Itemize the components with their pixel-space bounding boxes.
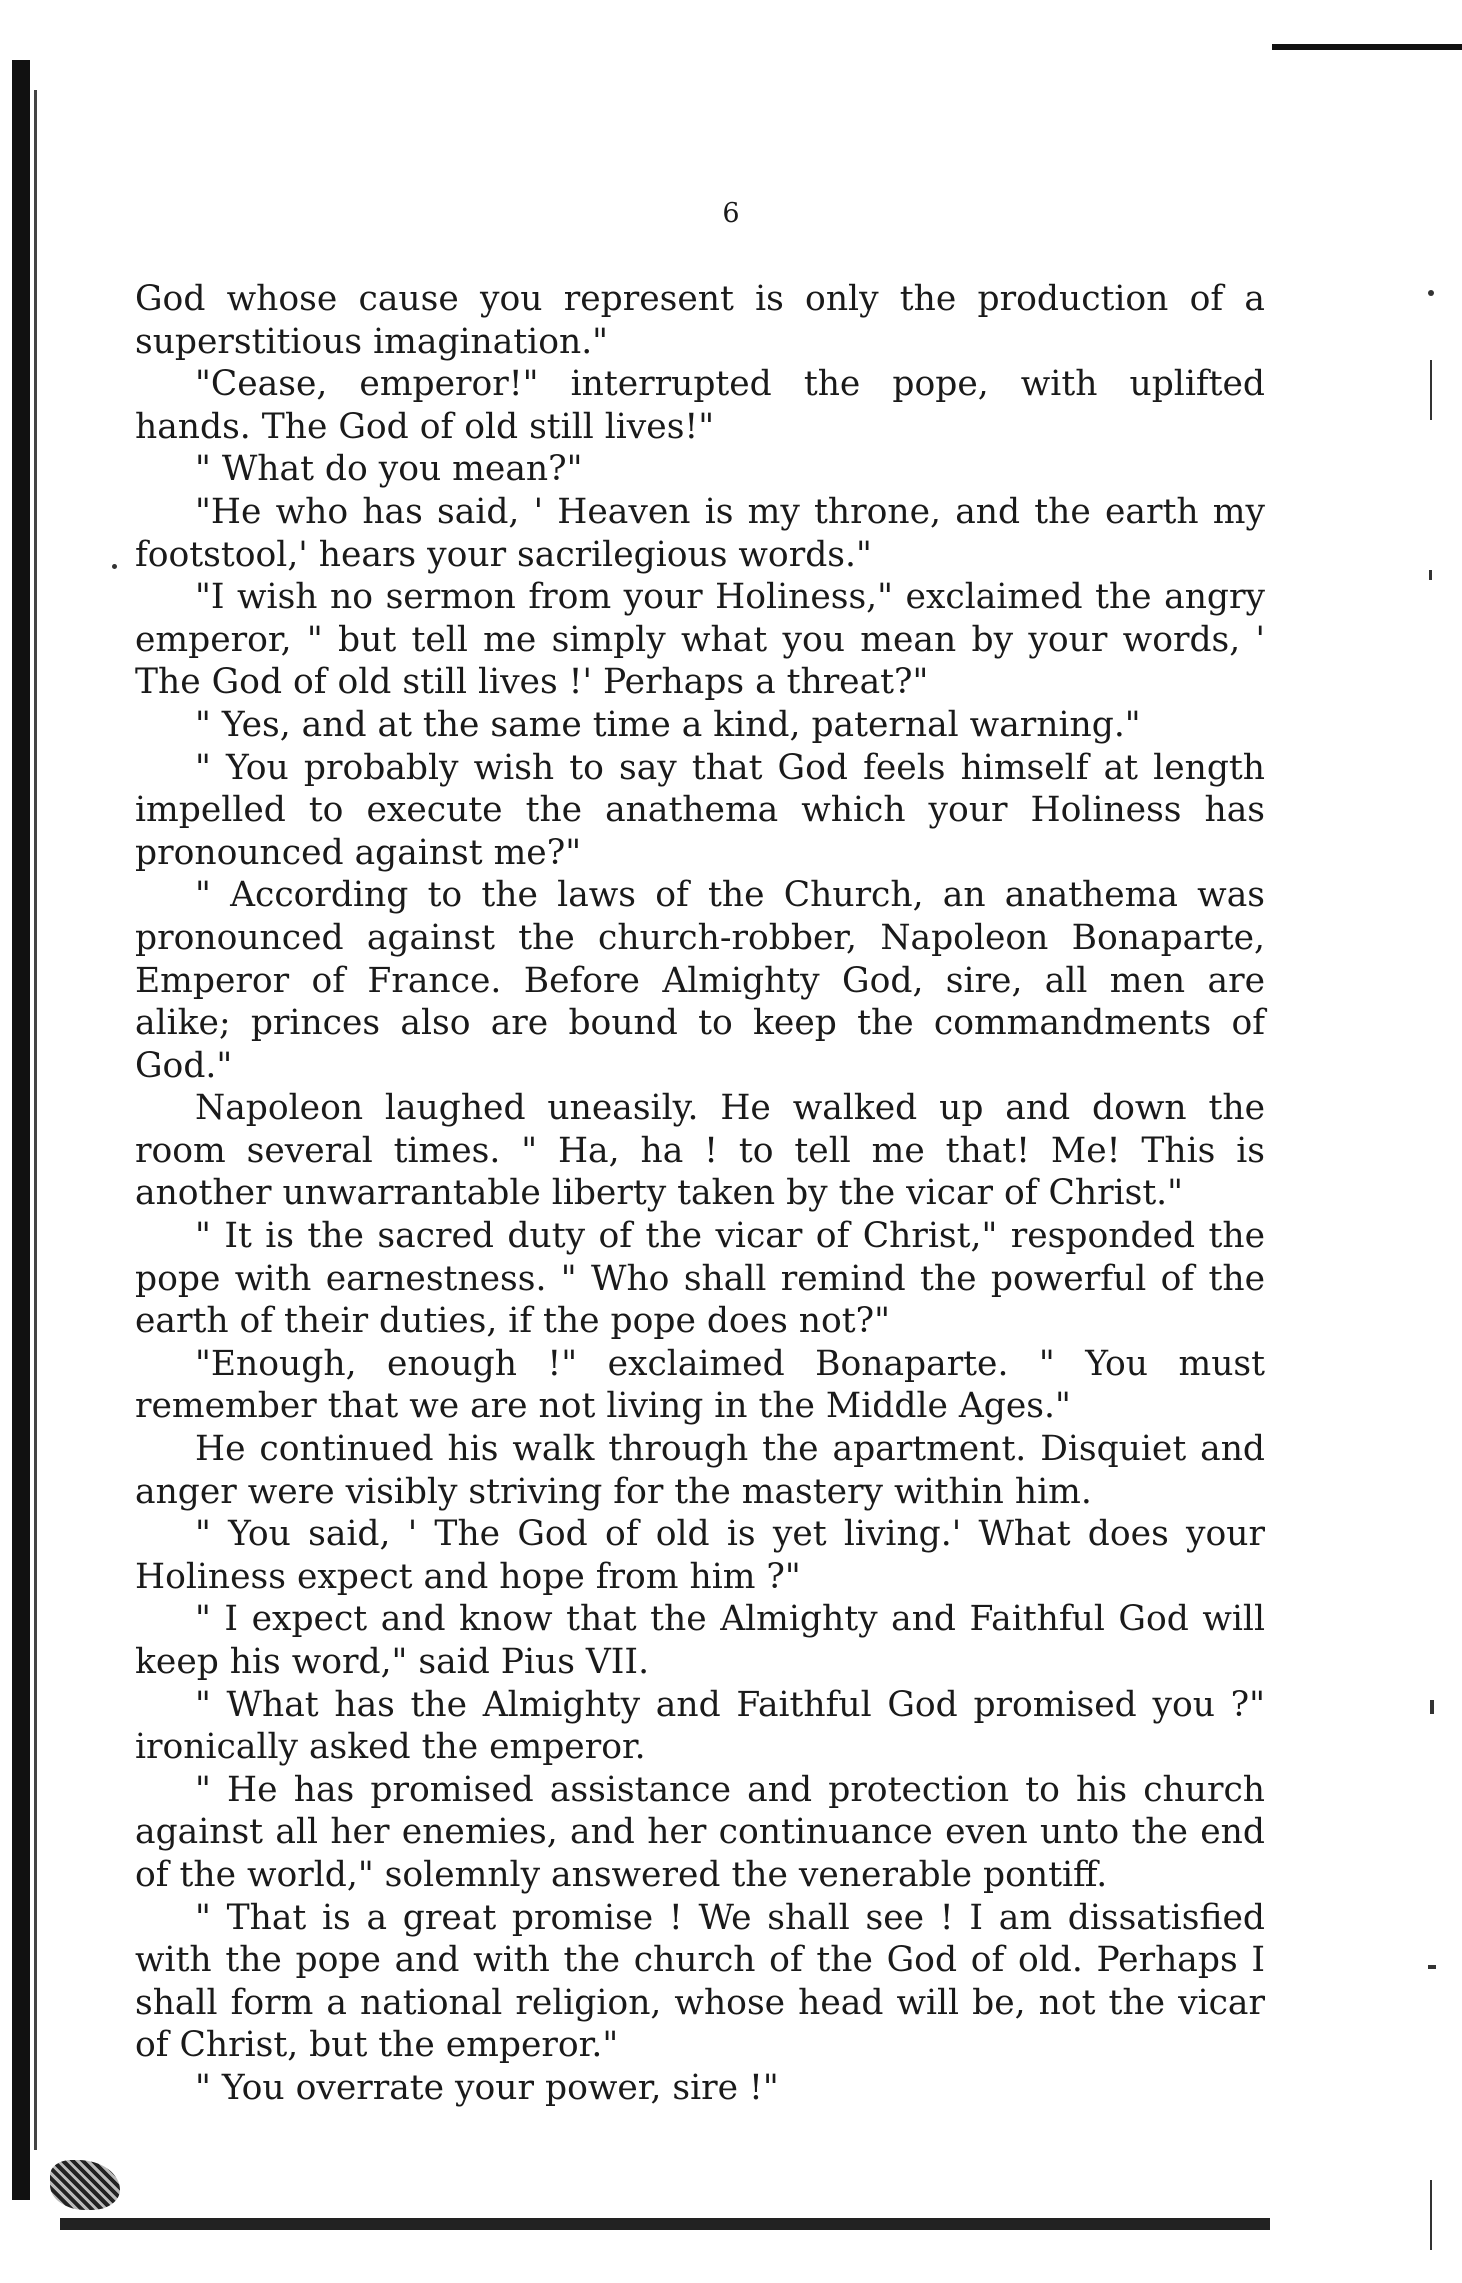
- paragraph: " Yes, and at the same time a kind, paternal warning.": [195, 704, 1141, 745]
- paragraph: "Enough, enough !" exclaimed Bonaparte. " You must remember that we are not living in the Middle Ages.": [135, 1343, 1265, 1427]
- bottom-edge-rule: [60, 2218, 1270, 2230]
- paragraph: " According to the laws of the Church, an anathema was pronounced against the church-robber, Napoleon Bonaparte, Emperor of France. Before Almighty God, sire, all men are alike; princes also are bound to keep the commandments of God.": [135, 875, 1265, 1086]
- paragraph: God whose cause you represent is only the production of a superstitious imagination.": [135, 279, 1265, 362]
- margin-speck: [1428, 1965, 1436, 1969]
- paragraph: He continued his walk through the apartment. Disquiet and anger were visibly striving for the mastery within him.: [135, 1429, 1265, 1512]
- paragraph: " That is a great promise ! We shall see ! I am dissatisfied with the pope and with the church of the God of old. Perhaps I shall form a national religion, whose head will be, not the vicar of Christ, but the emperor.": [135, 1897, 1265, 2066]
- paragraph: " What do you mean?": [195, 449, 583, 490]
- paragraph: " You overrate your power, sire !": [195, 2067, 779, 2108]
- paragraph: " What has the Almighty and Faithful God promised you ?" ironically asked the emperor.: [135, 1684, 1265, 1768]
- body-text: [135, 278, 1265, 2110]
- paragraph: "He who has said, ' Heaven is my throne, and the earth my footstool,' hears your sacrilegious words.": [135, 491, 1265, 575]
- left-binding-shadow: [34, 90, 37, 2150]
- left-binding-edge: [12, 60, 30, 2200]
- margin-speck: [1428, 290, 1434, 296]
- paragraph: "Cease, emperor!" interrupted the pope, with uplifted hands. The God of old still lives!": [135, 364, 1265, 447]
- top-edge-rule: [1272, 44, 1462, 50]
- margin-speck: [1429, 570, 1432, 580]
- margin-speck: [1430, 2180, 1432, 2250]
- paragraph: " You said, ' The God of old is yet living.' What does your Holiness expect and hope from him ?": [135, 1514, 1265, 1597]
- margin-speck: [112, 564, 117, 569]
- margin-speck: [1430, 1700, 1434, 1714]
- ink-blot: [50, 2160, 120, 2210]
- paragraph: "I wish no sermon from your Holiness," exclaimed the angry emperor, " but tell me simply what you mean by your words, ' The God of old still lives !' Perhaps a threat?": [135, 577, 1265, 703]
- paragraph: " You probably wish to say that God feels himself at length impelled to execute the anathema which your Holiness has pronounced against me?": [135, 747, 1265, 873]
- paragraph: " It is the sacred duty of the vicar of Christ," responded the pope with earnestness. " Who shall remind the powerful of the earth of their duties, if the pope does not?": [135, 1216, 1265, 1342]
- paragraph: " He has promised assistance and protection to his church against all her enemies, and her continuance even unto the end of the world," solemnly answered the venerable pontiff.: [135, 1769, 1265, 1895]
- paragraph: Napoleon laughed uneasily. He walked up and down the room several times. " Ha, ha ! to tell me that! Me! This is another unwarrantable liberty taken by the vicar of Christ.": [135, 1088, 1265, 1214]
- margin-speck: [1430, 360, 1432, 420]
- page-number: 6: [722, 198, 740, 229]
- paragraph: " I expect and know that the Almighty and Faithful God will keep his word," said Pius VII.: [135, 1599, 1265, 1682]
